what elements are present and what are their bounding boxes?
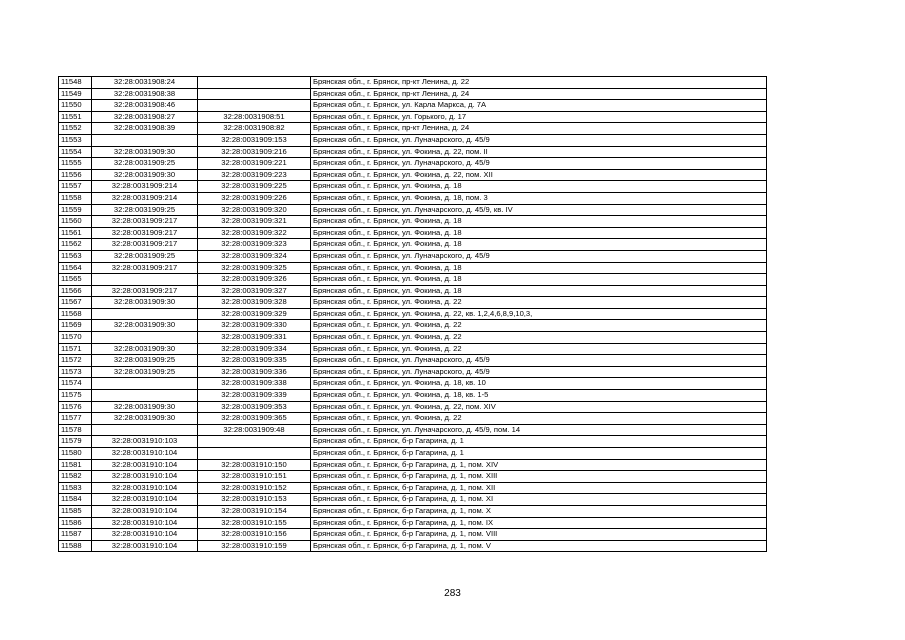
row-number-cell: 11574 — [59, 378, 92, 390]
row-number-cell: 11551 — [59, 111, 92, 123]
row-number-cell: 11561 — [59, 227, 92, 239]
row-number-cell: 11553 — [59, 134, 92, 146]
table-row — [59, 262, 767, 274]
parcel-number-cell: 32:28:0031909:217 — [92, 239, 198, 251]
table-row — [59, 181, 767, 193]
parcel-number-cell: 32:28:0031908:38 — [92, 88, 198, 100]
table-row — [59, 366, 767, 378]
row-number-cell: 11570 — [59, 332, 92, 344]
parcel-number-cell — [92, 378, 198, 390]
parcel-number-cell: 32:28:0031909:214 — [92, 192, 198, 204]
address-cell: Брянская обл., г. Брянск, ул. Фокина, д. 18, кв. 1-5 — [311, 390, 767, 402]
table-row — [59, 285, 767, 297]
object-number-cell: 32:28:0031910:154 — [198, 505, 311, 517]
table-row — [59, 297, 767, 309]
row-number-cell: 11577 — [59, 413, 92, 425]
table-row — [59, 204, 767, 216]
row-number-cell: 11563 — [59, 250, 92, 262]
object-number-cell: 32:28:0031909:48 — [198, 424, 311, 436]
object-number-cell: 32:28:0031909:328 — [198, 297, 311, 309]
table-row — [59, 517, 767, 529]
table-row — [59, 274, 767, 286]
row-number-cell: 11573 — [59, 366, 92, 378]
object-number-cell: 32:28:0031908:82 — [198, 123, 311, 135]
row-number-cell: 11569 — [59, 320, 92, 332]
row-number-cell: 11572 — [59, 355, 92, 367]
parcel-number-cell: 32:28:0031909:30 — [92, 401, 198, 413]
address-cell: Брянская обл., г. Брянск, пр-кт Ленина, д. 24 — [311, 88, 767, 100]
address-cell: Брянская обл., г. Брянск, ул. Фокина, д. 18, пом. 3 — [311, 192, 767, 204]
object-number-cell: 32:28:0031909:339 — [198, 390, 311, 402]
parcel-number-cell: 32:28:0031909:30 — [92, 297, 198, 309]
row-number-cell: 11554 — [59, 146, 92, 158]
table-body — [59, 77, 767, 552]
object-number-cell: 32:28:0031909:221 — [198, 158, 311, 170]
address-cell: Брянская обл., г. Брянск, б-р Гагарина, д. 1, пом. XIII — [311, 471, 767, 483]
object-number-cell: 32:28:0031909:353 — [198, 401, 311, 413]
row-number-cell: 11582 — [59, 471, 92, 483]
row-number-cell: 11581 — [59, 459, 92, 471]
address-cell: Брянская обл., г. Брянск, ул. Фокина, д. 22 — [311, 332, 767, 344]
parcel-number-cell: 32:28:0031909:217 — [92, 227, 198, 239]
row-number-cell: 11565 — [59, 274, 92, 286]
address-cell: Брянская обл., г. Брянск, ул. Фокина, д. 18 — [311, 216, 767, 228]
table-row — [59, 100, 767, 112]
row-number-cell: 11567 — [59, 297, 92, 309]
object-number-cell: 32:28:0031910:156 — [198, 529, 311, 541]
object-number-cell: 32:28:0031909:225 — [198, 181, 311, 193]
parcel-number-cell: 32:28:0031909:30 — [92, 146, 198, 158]
row-number-cell: 11549 — [59, 88, 92, 100]
parcel-number-cell: 32:28:0031909:25 — [92, 250, 198, 262]
address-cell: Брянская обл., г. Брянск, ул. Фокина, д. 22, пом. II — [311, 146, 767, 158]
object-number-cell: 32:28:0031909:323 — [198, 239, 311, 251]
address-cell: Брянская обл., г. Брянск, ул. Фокина, д. 22 — [311, 413, 767, 425]
address-cell: Брянская обл., г. Брянск, ул. Фокина, д. 18 — [311, 274, 767, 286]
parcel-number-cell — [92, 332, 198, 344]
property-table — [58, 76, 767, 552]
address-cell: Брянская обл., г. Брянск, ул. Луначарского, д. 45/9, кв. IV — [311, 204, 767, 216]
row-number-cell: 11576 — [59, 401, 92, 413]
table-row — [59, 77, 767, 89]
row-number-cell: 11580 — [59, 448, 92, 460]
address-cell: Брянская обл., г. Брянск, ул. Фокина, д. 22 — [311, 343, 767, 355]
parcel-number-cell — [92, 390, 198, 402]
table-row — [59, 436, 767, 448]
parcel-number-cell: 32:28:0031910:104 — [92, 517, 198, 529]
row-number-cell: 11588 — [59, 540, 92, 552]
object-number-cell — [198, 448, 311, 460]
object-number-cell: 32:28:0031909:325 — [198, 262, 311, 274]
address-cell: Брянская обл., г. Брянск, ул. Луначарского, д. 45/9 — [311, 366, 767, 378]
table-row — [59, 88, 767, 100]
table-row — [59, 424, 767, 436]
address-cell: Брянская обл., г. Брянск, б-р Гагарина, д. 1, пом. XIV — [311, 459, 767, 471]
parcel-number-cell — [92, 424, 198, 436]
table-row — [59, 494, 767, 506]
address-cell: Брянская обл., г. Брянск, ул. Горького, д. 17 — [311, 111, 767, 123]
parcel-number-cell: 32:28:0031908:46 — [92, 100, 198, 112]
table-row — [59, 192, 767, 204]
address-cell: Брянская обл., г. Брянск, ул. Луначарского, д. 45/9 — [311, 250, 767, 262]
row-number-cell: 11578 — [59, 424, 92, 436]
table-row — [59, 227, 767, 239]
address-cell: Брянская обл., г. Брянск, ул. Фокина, д. 22, пом. XIV — [311, 401, 767, 413]
object-number-cell: 32:28:0031909:331 — [198, 332, 311, 344]
row-number-cell: 11585 — [59, 505, 92, 517]
row-number-cell: 11575 — [59, 390, 92, 402]
table-row — [59, 459, 767, 471]
object-number-cell — [198, 436, 311, 448]
row-number-cell: 11584 — [59, 494, 92, 506]
address-cell: Брянская обл., г. Брянск, ул. Луначарского, д. 45/9 — [311, 158, 767, 170]
table-row — [59, 378, 767, 390]
parcel-number-cell: 32:28:0031910:103 — [92, 436, 198, 448]
address-cell: Брянская обл., г. Брянск, ул. Фокина, д. 22 — [311, 297, 767, 309]
row-number-cell: 11550 — [59, 100, 92, 112]
address-cell: Брянская обл., г. Брянск, б-р Гагарина, д. 1, пом. V — [311, 540, 767, 552]
object-number-cell: 32:28:0031909:153 — [198, 134, 311, 146]
address-cell: Брянская обл., г. Брянск, ул. Фокина, д. 22, кв. 1,2,4,6,8,9,10,3, — [311, 308, 767, 320]
object-number-cell: 32:28:0031909:329 — [198, 308, 311, 320]
table-row — [59, 448, 767, 460]
table-row — [59, 471, 767, 483]
object-number-cell — [198, 100, 311, 112]
address-cell: Брянская обл., г. Брянск, ул. Фокина, д. 22, пом. XII — [311, 169, 767, 181]
row-number-cell: 11556 — [59, 169, 92, 181]
parcel-number-cell: 32:28:0031909:25 — [92, 204, 198, 216]
table-row — [59, 169, 767, 181]
table-row — [59, 111, 767, 123]
row-number-cell: 11579 — [59, 436, 92, 448]
parcel-number-cell: 32:28:0031909:25 — [92, 158, 198, 170]
table-row — [59, 390, 767, 402]
address-cell: Брянская обл., г. Брянск, б-р Гагарина, д. 1 — [311, 448, 767, 460]
address-cell: Брянская обл., г. Брянск, б-р Гагарина, д. 1 — [311, 436, 767, 448]
object-number-cell: 32:28:0031909:321 — [198, 216, 311, 228]
row-number-cell: 11562 — [59, 239, 92, 251]
parcel-number-cell: 32:28:0031910:104 — [92, 471, 198, 483]
table-row — [59, 355, 767, 367]
address-cell: Брянская обл., г. Брянск, ул. Карла Маркса, д. 7А — [311, 100, 767, 112]
parcel-number-cell: 32:28:0031910:104 — [92, 448, 198, 460]
object-number-cell: 32:28:0031910:159 — [198, 540, 311, 552]
row-number-cell: 11557 — [59, 181, 92, 193]
parcel-number-cell: 32:28:0031909:217 — [92, 285, 198, 297]
parcel-number-cell: 32:28:0031910:104 — [92, 482, 198, 494]
address-cell: Брянская обл., г. Брянск, ул. Луначарского, д. 45/9, пом. 14 — [311, 424, 767, 436]
parcel-number-cell: 32:28:0031909:30 — [92, 413, 198, 425]
table-row — [59, 529, 767, 541]
object-number-cell: 32:28:0031909:334 — [198, 343, 311, 355]
parcel-number-cell: 32:28:0031908:39 — [92, 123, 198, 135]
address-cell: Брянская обл., г. Брянск, ул. Луначарского, д. 45/9 — [311, 134, 767, 146]
address-cell: Брянская обл., г. Брянск, б-р Гагарина, д. 1, пом. VIII — [311, 529, 767, 541]
parcel-number-cell — [92, 274, 198, 286]
address-cell: Брянская обл., г. Брянск, ул. Фокина, д. 18 — [311, 239, 767, 251]
address-cell: Брянская обл., г. Брянск, ул. Фокина, д. 18 — [311, 285, 767, 297]
object-number-cell: 32:28:0031909:327 — [198, 285, 311, 297]
parcel-number-cell: 32:28:0031909:217 — [92, 262, 198, 274]
parcel-number-cell: 32:28:0031910:104 — [92, 505, 198, 517]
parcel-number-cell: 32:28:0031909:214 — [92, 181, 198, 193]
address-cell: Брянская обл., г. Брянск, б-р Гагарина, д. 1, пом. XII — [311, 482, 767, 494]
parcel-number-cell: 32:28:0031908:27 — [92, 111, 198, 123]
address-cell: Брянская обл., г. Брянск, ул. Луначарского, д. 45/9 — [311, 355, 767, 367]
row-number-cell: 11586 — [59, 517, 92, 529]
object-number-cell: 32:28:0031909:338 — [198, 378, 311, 390]
parcel-number-cell: 32:28:0031909:30 — [92, 320, 198, 332]
object-number-cell: 32:28:0031909:223 — [198, 169, 311, 181]
row-number-cell: 11548 — [59, 77, 92, 89]
parcel-number-cell — [92, 134, 198, 146]
row-number-cell: 11555 — [59, 158, 92, 170]
table-row — [59, 239, 767, 251]
table-row — [59, 401, 767, 413]
row-number-cell: 11560 — [59, 216, 92, 228]
object-number-cell: 32:28:0031909:330 — [198, 320, 311, 332]
address-cell: Брянская обл., г. Брянск, пр-кт Ленина, д. 22 — [311, 77, 767, 89]
table-row — [59, 332, 767, 344]
object-number-cell: 32:28:0031909:322 — [198, 227, 311, 239]
table-row — [59, 308, 767, 320]
address-cell: Брянская обл., г. Брянск, б-р Гагарина, д. 1, пом. X — [311, 505, 767, 517]
row-number-cell: 11564 — [59, 262, 92, 274]
object-number-cell: 32:28:0031909:326 — [198, 274, 311, 286]
row-number-cell: 11583 — [59, 482, 92, 494]
object-number-cell — [198, 88, 311, 100]
row-number-cell: 11566 — [59, 285, 92, 297]
object-number-cell: 32:28:0031910:155 — [198, 517, 311, 529]
parcel-number-cell: 32:28:0031909:217 — [92, 216, 198, 228]
row-number-cell: 11552 — [59, 123, 92, 135]
parcel-number-cell: 32:28:0031910:104 — [92, 529, 198, 541]
object-number-cell: 32:28:0031909:320 — [198, 204, 311, 216]
address-cell: Брянская обл., г. Брянск, ул. Фокина, д. 18 — [311, 262, 767, 274]
row-number-cell: 11559 — [59, 204, 92, 216]
object-number-cell: 32:28:0031909:226 — [198, 192, 311, 204]
object-number-cell: 32:28:0031909:216 — [198, 146, 311, 158]
row-number-cell: 11568 — [59, 308, 92, 320]
address-cell: Брянская обл., г. Брянск, ул. Фокина, д. 18 — [311, 227, 767, 239]
address-cell: Брянская обл., г. Брянск, ул. Фокина, д. 22 — [311, 320, 767, 332]
table-row — [59, 146, 767, 158]
object-number-cell: 32:28:0031909:336 — [198, 366, 311, 378]
table-row — [59, 216, 767, 228]
address-cell: Брянская обл., г. Брянск, ул. Фокина, д. 18, кв. 10 — [311, 378, 767, 390]
table-row — [59, 540, 767, 552]
object-number-cell: 32:28:0031909:335 — [198, 355, 311, 367]
object-number-cell: 32:28:0031910:153 — [198, 494, 311, 506]
table-row — [59, 482, 767, 494]
parcel-number-cell: 32:28:0031909:25 — [92, 366, 198, 378]
object-number-cell: 32:28:0031910:151 — [198, 471, 311, 483]
row-number-cell: 11587 — [59, 529, 92, 541]
address-cell: Брянская обл., г. Брянск, б-р Гагарина, д. 1, пом. IX — [311, 517, 767, 529]
row-number-cell: 11558 — [59, 192, 92, 204]
parcel-number-cell: 32:28:0031909:25 — [92, 355, 198, 367]
parcel-number-cell: 32:28:0031910:104 — [92, 459, 198, 471]
object-number-cell: 32:28:0031908:51 — [198, 111, 311, 123]
parcel-number-cell: 32:28:0031908:24 — [92, 77, 198, 89]
object-number-cell: 32:28:0031910:152 — [198, 482, 311, 494]
object-number-cell: 32:28:0031909:365 — [198, 413, 311, 425]
table-row — [59, 250, 767, 262]
parcel-number-cell: 32:28:0031909:30 — [92, 343, 198, 355]
table-row — [59, 123, 767, 135]
table-row — [59, 505, 767, 517]
address-cell: Брянская обл., г. Брянск, ул. Фокина, д. 18 — [311, 181, 767, 193]
address-cell: Брянская обл., г. Брянск, пр-кт Ленина, д. 24 — [311, 123, 767, 135]
object-number-cell — [198, 77, 311, 89]
table-row — [59, 413, 767, 425]
table-row — [59, 343, 767, 355]
address-cell: Брянская обл., г. Брянск, б-р Гагарина, д. 1, пом. XI — [311, 494, 767, 506]
object-number-cell: 32:28:0031910:150 — [198, 459, 311, 471]
page-number: 283 — [444, 588, 461, 599]
table-row — [59, 320, 767, 332]
parcel-number-cell: 32:28:0031909:30 — [92, 169, 198, 181]
parcel-number-cell — [92, 308, 198, 320]
table-row — [59, 134, 767, 146]
table-row — [59, 158, 767, 170]
parcel-number-cell: 32:28:0031910:104 — [92, 494, 198, 506]
parcel-number-cell: 32:28:0031910:104 — [92, 540, 198, 552]
object-number-cell: 32:28:0031909:324 — [198, 250, 311, 262]
row-number-cell: 11571 — [59, 343, 92, 355]
